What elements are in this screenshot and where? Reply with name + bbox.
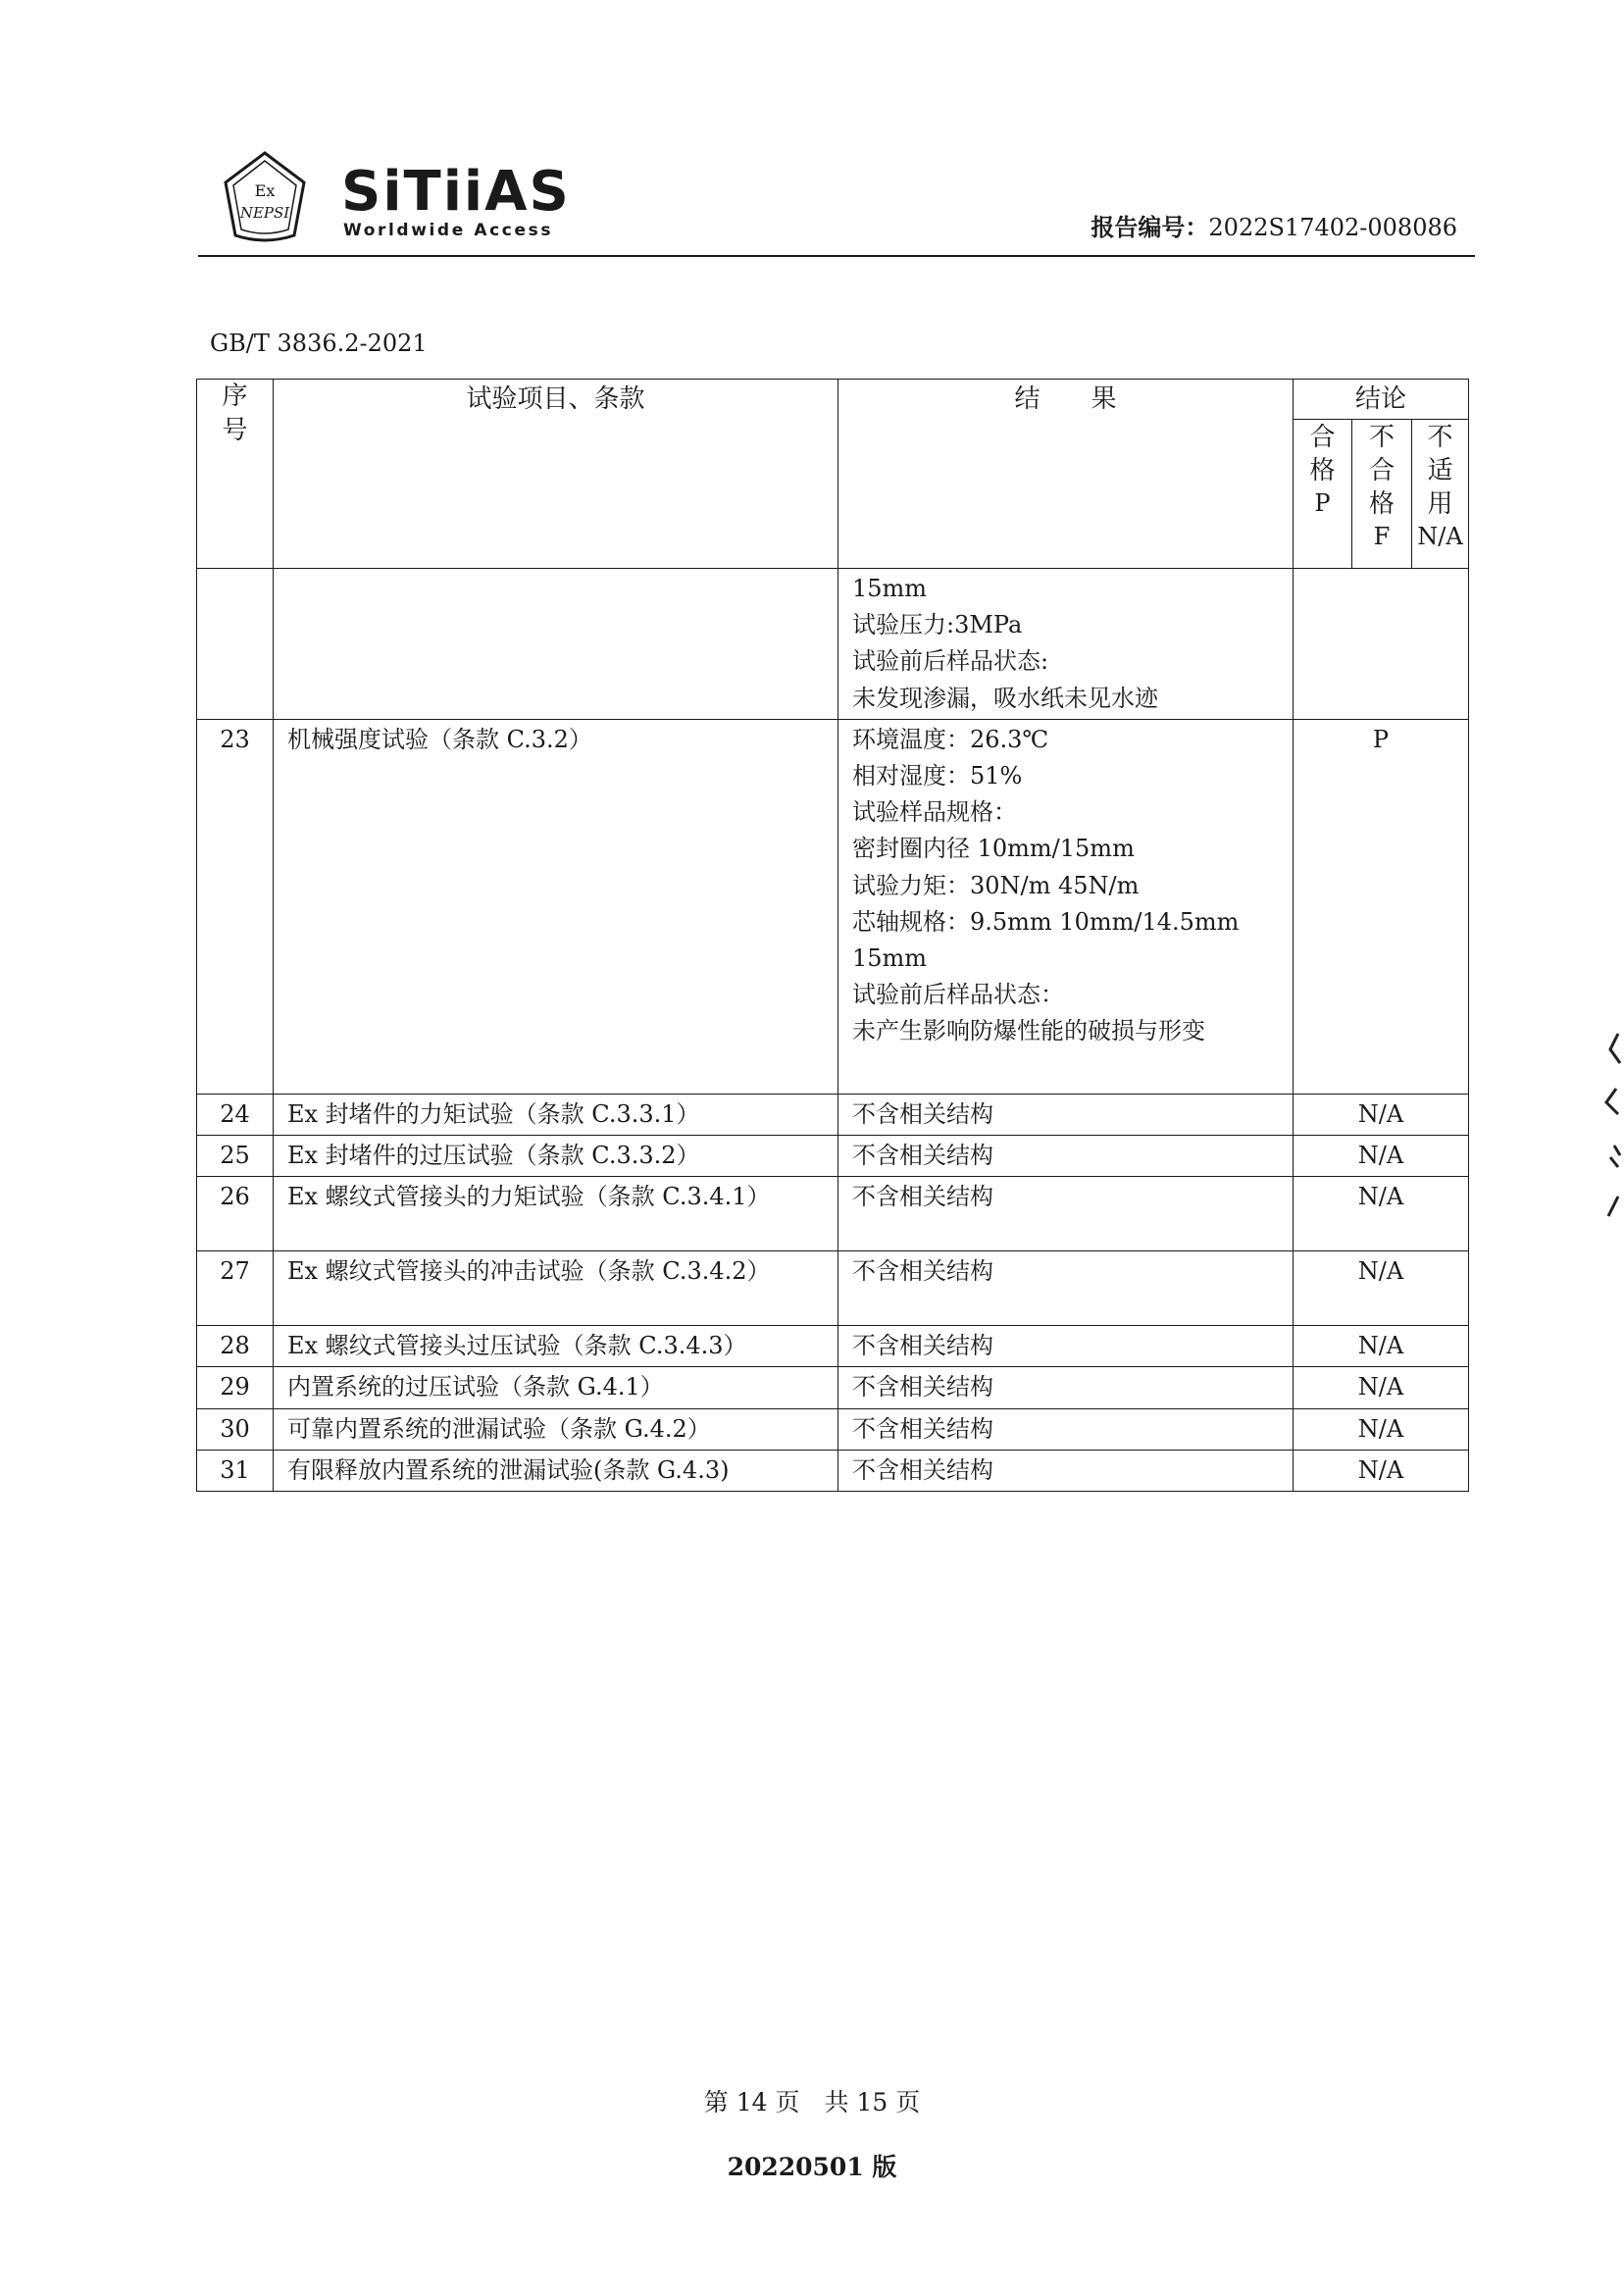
result-line: 不含相关结构 xyxy=(852,1373,993,1401)
row-test-item: 机械强度试验（条款 C.3.2） xyxy=(274,719,838,1094)
header-no: 序 号 xyxy=(197,380,274,569)
result-line: 相对湿度：51% xyxy=(852,761,1023,790)
result-line: 试验前后样品状态： xyxy=(852,981,1064,1009)
table-row xyxy=(197,1326,1469,1367)
brand-logo-text: SiTiiAS xyxy=(341,160,571,224)
table-row xyxy=(197,1094,1469,1135)
row-conclusion: N/A xyxy=(1294,1135,1469,1176)
row-conclusion xyxy=(1294,569,1469,720)
row-number: 25 xyxy=(197,1135,274,1176)
table-row xyxy=(197,1367,1469,1408)
row-number: 27 xyxy=(197,1251,274,1326)
result-line: 15mm xyxy=(852,575,928,602)
row-result xyxy=(838,1326,1294,1367)
result-line: 未发现渗漏，吸水纸未见水迹 xyxy=(852,684,1158,712)
result-line: 试验力矩：30N/m 45N/m xyxy=(852,871,1140,899)
row-conclusion: N/A xyxy=(1294,1177,1469,1251)
header-item: 试验项目、条款 xyxy=(274,380,838,569)
row-result xyxy=(838,1251,1294,1326)
row-conclusion: P xyxy=(1294,719,1469,1094)
result-line: 15mm xyxy=(852,943,928,972)
row-test-item: 可靠内置系统的泄漏试验（条款 G.4.2） xyxy=(274,1408,838,1450)
report-number-label: 报告编号： xyxy=(1091,214,1209,241)
row-test-item xyxy=(274,569,838,720)
header-conclusion: 结论 xyxy=(1294,380,1469,420)
row-test-item: 有限释放内置系统的泄漏试验(条款 G.4.3) xyxy=(274,1450,838,1491)
result-line: 芯轴规格：9.5mm 10mm/14.5mm xyxy=(852,907,1240,936)
header-fail: 不 合 格 F xyxy=(1352,420,1412,569)
result-line: 不含相关结构 xyxy=(852,1455,993,1484)
row-number: 26 xyxy=(197,1177,274,1251)
row-conclusion: N/A xyxy=(1294,1408,1469,1450)
row-conclusion: N/A xyxy=(1294,1450,1469,1491)
result-line: 试验样品规格： xyxy=(852,798,1017,827)
table-row xyxy=(197,1251,1469,1326)
row-test-item: 内置系统的过压试验（条款 G.4.1） xyxy=(274,1367,838,1408)
row-result xyxy=(838,1135,1294,1176)
row-conclusion: N/A xyxy=(1294,1367,1469,1408)
row-conclusion: N/A xyxy=(1294,1251,1469,1326)
standard-code: GB/T 3836.2-2021 xyxy=(210,330,428,357)
table-row xyxy=(197,719,1469,1094)
report-number-value: 2022S17402-008086 xyxy=(1208,214,1457,241)
header-pass: 合 格 P xyxy=(1294,420,1352,569)
result-line: 不含相关结构 xyxy=(852,1332,993,1360)
badge-bottom-text: NEPSI xyxy=(239,204,290,222)
header-na: 不 适 用 N/A xyxy=(1412,420,1469,569)
row-number: 23 xyxy=(197,719,274,1094)
row-test-item: Ex 螺纹式管接头的冲击试验（条款 C.3.4.2） xyxy=(274,1251,838,1326)
result-line: 不含相关结构 xyxy=(852,1257,993,1286)
result-line: 不含相关结构 xyxy=(852,1414,993,1443)
row-conclusion: N/A xyxy=(1294,1094,1469,1135)
row-conclusion: N/A xyxy=(1294,1326,1469,1367)
result-line: 不含相关结构 xyxy=(852,1183,993,1211)
result-line: 环境温度：26.3℃ xyxy=(852,725,1049,753)
table-row xyxy=(197,1135,1469,1176)
brand-tagline: Worldwide Access xyxy=(343,221,554,240)
row-result xyxy=(838,719,1294,1094)
row-number: 30 xyxy=(197,1408,274,1450)
row-result xyxy=(838,1367,1294,1408)
header-result: 结 果 xyxy=(838,380,1294,569)
row-test-item: Ex 封堵件的力矩试验（条款 C.3.3.1） xyxy=(274,1094,838,1135)
row-result xyxy=(838,1450,1294,1491)
version-label: 20220501 版 xyxy=(727,2153,897,2181)
test-results-table xyxy=(196,379,1469,1492)
row-result xyxy=(838,1094,1294,1135)
row-result xyxy=(838,1408,1294,1450)
table-row xyxy=(197,1177,1469,1251)
row-number xyxy=(197,569,274,720)
report-number xyxy=(1091,208,1457,242)
table-row xyxy=(197,569,1469,720)
table-row xyxy=(197,1408,1469,1450)
table-row xyxy=(197,1450,1469,1491)
row-number: 24 xyxy=(197,1094,274,1135)
badge-top-text: Ex xyxy=(254,181,276,200)
result-line: 不含相关结构 xyxy=(852,1099,993,1128)
result-line: 密封圈内径 10mm/15mm xyxy=(852,835,1135,863)
row-result xyxy=(838,1177,1294,1251)
header-divider xyxy=(198,255,1475,257)
result-line: 试验压力:3MPa xyxy=(852,611,1023,639)
page-number: 第 14 页 共 15 页 xyxy=(703,2088,921,2116)
row-test-item: Ex 螺纹式管接头过压试验（条款 C.3.4.3） xyxy=(274,1326,838,1367)
result-line: 试验前后样品状态: xyxy=(852,647,1049,676)
row-test-item: Ex 封堵件的过压试验（条款 C.3.3.2） xyxy=(274,1135,838,1176)
row-number: 29 xyxy=(197,1367,274,1408)
result-line: 不含相关结构 xyxy=(852,1141,993,1169)
result-line: 未产生影响防爆性能的破损与形变 xyxy=(852,1017,1205,1045)
row-number: 31 xyxy=(197,1450,274,1491)
row-test-item: Ex 螺纹式管接头的力矩试验（条款 C.3.4.1） xyxy=(274,1177,838,1251)
row-result xyxy=(838,569,1294,720)
scan-edge-marks xyxy=(1597,1030,1624,1226)
row-number: 28 xyxy=(197,1326,274,1367)
nepsi-logo xyxy=(218,149,312,245)
